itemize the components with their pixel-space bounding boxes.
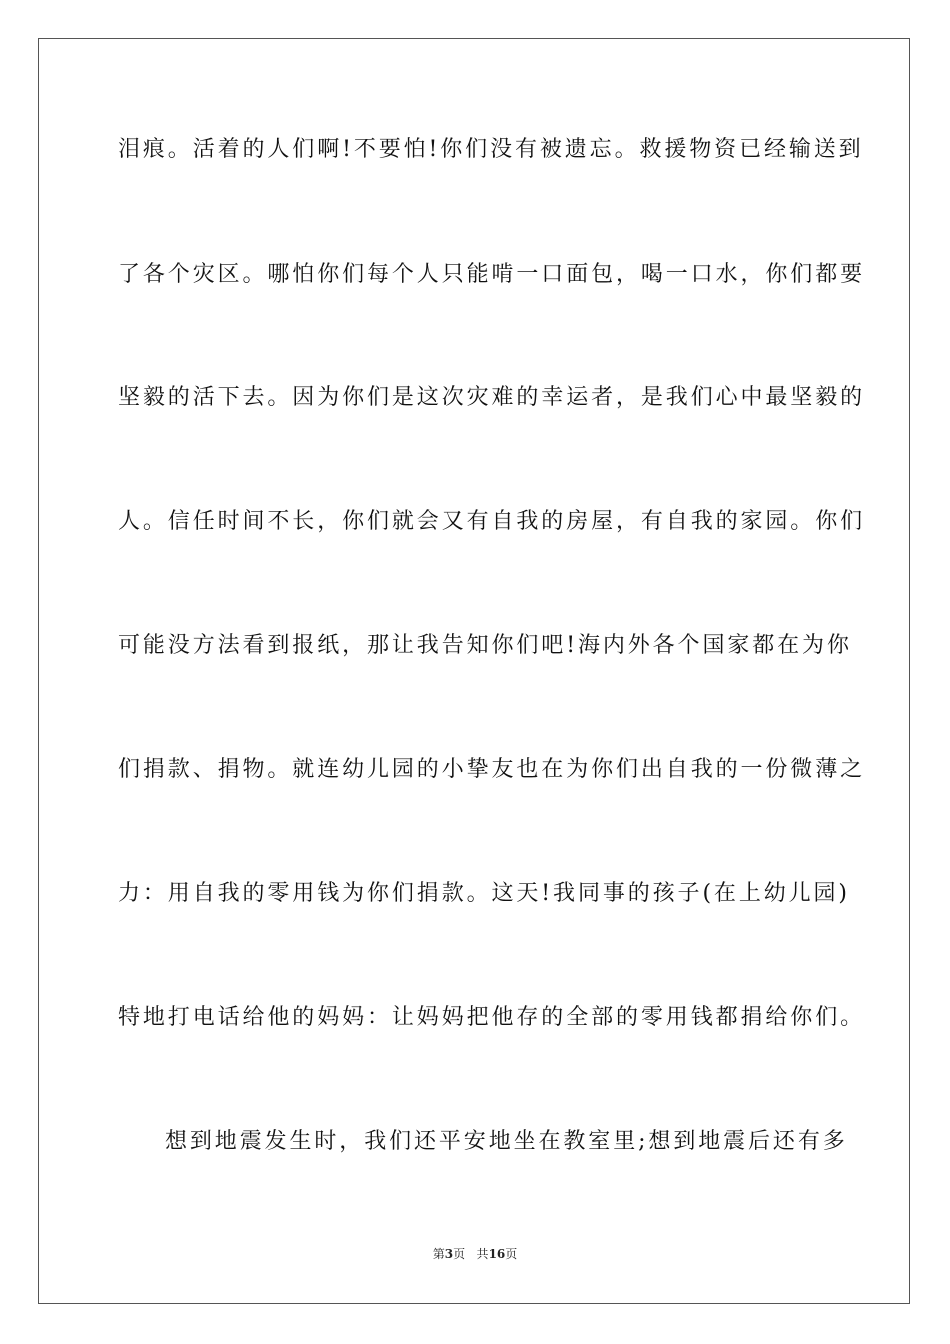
text-line: 想到地震发生时，我们还平安地坐在教室里;想到地震后还有多	[165, 1129, 848, 1154]
page-number: 3	[444, 1247, 454, 1261]
total-suffix: 页	[505, 1247, 518, 1261]
text-line: 可能没方法看到报纸，那让我告知你们吧!海内外各个国家都在为你	[118, 633, 852, 658]
text-line: 力：用自我的零用钱为你们捐款。这天!我同事的孩子(在上幼儿园)	[118, 881, 850, 906]
text-line: 特地打电话给他的妈妈：让妈妈把他存的全部的零用钱都捐给你们。	[118, 1005, 866, 1030]
text-line: 了各个灾区。哪怕你们每个人只能啃一口面包，喝一口水，你们都要	[118, 262, 866, 287]
page-border	[38, 38, 910, 1304]
page-footer	[0, 1246, 950, 1262]
total-prefix: 共	[476, 1247, 489, 1261]
page-suffix: 页	[453, 1247, 466, 1261]
page-prefix: 第	[432, 1247, 445, 1261]
text-line: 泪痕。活着的人们啊!不要怕!你们没有被遗忘。救援物资已经输送到	[118, 137, 864, 162]
text-line: 们捐款、捐物。就连幼儿园的小挚友也在为你们出自我的一份微薄之	[118, 757, 866, 782]
text-line: 坚毅的活下去。因为你们是这次灾难的幸运者，是我们心中最坚毅的	[118, 385, 866, 410]
total-pages: 16	[488, 1247, 506, 1261]
text-line: 人。信任时间不长，你们就会又有自我的房屋，有自我的家园。你们	[118, 509, 866, 534]
